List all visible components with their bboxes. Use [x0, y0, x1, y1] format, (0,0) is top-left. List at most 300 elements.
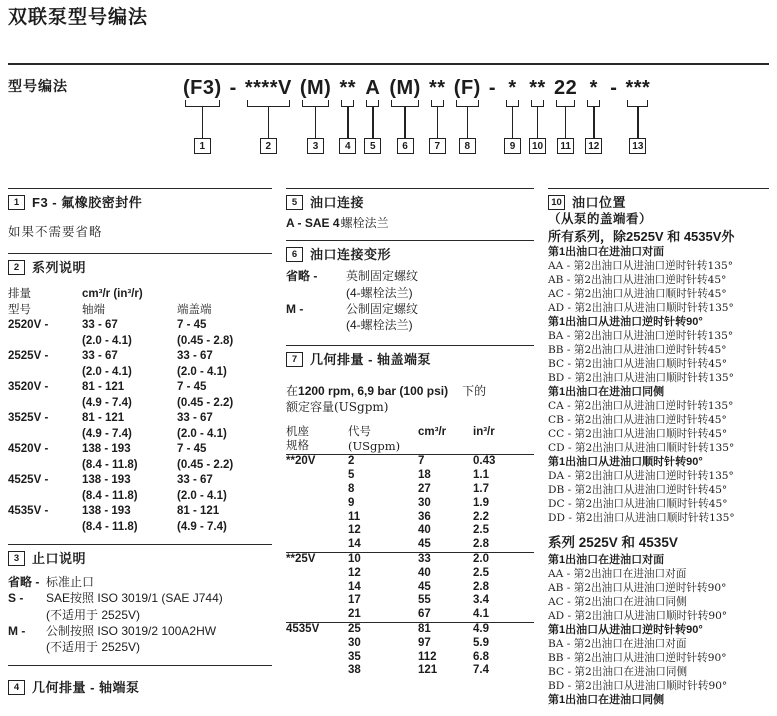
option-text: 公制固定螺纹	[346, 301, 419, 316]
shaft-end-cell: 138 - 193	[82, 505, 131, 517]
option-code: M -	[8, 623, 26, 638]
col-header: (USgpm)	[348, 439, 401, 454]
page-title: 双联泵型号编法	[8, 7, 149, 28]
spigot-options	[8, 574, 272, 665]
code-segment-number: 4	[339, 138, 356, 154]
code-segment	[183, 78, 222, 154]
option-row	[8, 590, 272, 606]
model-cell: 2520V -	[8, 319, 49, 331]
code-segment-number: 9	[504, 138, 521, 154]
model-code-row	[8, 74, 769, 172]
port-position-line: BD - 第2出油口从进油口顺时针转135°	[548, 372, 734, 384]
series-table-header-row	[8, 287, 272, 303]
table-row	[8, 442, 272, 458]
in3r-cell: 4.1	[473, 608, 489, 621]
code-cell: 25	[348, 623, 361, 636]
code-segment-stem	[637, 107, 639, 138]
cm3r-cell: 36	[418, 510, 431, 523]
cover-end-cell: (2.0 - 4.1)	[177, 427, 227, 440]
code-segment	[245, 78, 292, 154]
code-segment-stem	[565, 107, 567, 138]
shaft-end-cell: (4.9 - 7.4)	[82, 427, 132, 440]
code-segment	[625, 78, 650, 154]
column-middle	[286, 188, 534, 716]
code-segment-bracket	[366, 100, 379, 107]
shaft-end-cell: (8.4 - 11.8)	[82, 520, 138, 533]
code-segment-number: 7	[429, 138, 446, 154]
code-segment-bracket	[506, 100, 519, 107]
port-position-line: 第1出油口从进油口逆时针转90°	[548, 316, 703, 328]
table-row	[8, 411, 272, 427]
port-position-subtitle: （从泵的盖端看）	[548, 212, 653, 226]
code-segment	[554, 78, 577, 154]
option-text: 标准止口	[46, 575, 95, 589]
cover-end-cell: (0.45 - 2.8)	[177, 334, 234, 347]
code-segment-stem	[467, 107, 469, 138]
code-segment	[364, 78, 381, 154]
section-title: F3 - 氟橡胶密封件	[32, 195, 143, 210]
table-row	[8, 349, 272, 365]
code-segment-number: 8	[459, 138, 476, 154]
table-row	[8, 520, 272, 536]
cover-end-cell: (2.0 - 4.1)	[177, 489, 227, 502]
option-code: 省略 -	[286, 269, 318, 284]
port-position-line: AB - 第2出油口从进油口逆时针转90°	[548, 582, 727, 594]
code-segment-label: **	[339, 77, 357, 99]
code-segment-number: 12	[585, 138, 602, 154]
code-cell: 38	[348, 664, 361, 677]
table-row	[286, 581, 534, 595]
shaft-end-cell: (2.0 - 4.1)	[82, 365, 132, 378]
frame-cell	[286, 524, 348, 538]
port-position-line: DB - 第2出油口从进油口逆时针转45°	[548, 484, 728, 496]
port-position-line: CC - 第2出油口从进油口顺时针转45°	[548, 428, 728, 440]
option-row	[8, 574, 272, 590]
port-position-line: AA - 第2出油口在进油口对面	[548, 568, 687, 580]
code-cell: 2	[348, 455, 355, 468]
table-row	[286, 637, 534, 651]
code-segment	[389, 78, 420, 154]
code-segment-bracket	[341, 100, 354, 107]
section-title: 油口位置	[572, 195, 627, 210]
option-row	[286, 215, 534, 231]
shaft-end-cell: (8.4 - 11.8)	[82, 489, 138, 502]
table-row	[286, 469, 534, 483]
model-cell	[8, 334, 82, 350]
code-segment-bracket	[185, 100, 220, 107]
note-line2: 额定容量(USgpm)	[286, 400, 389, 415]
code-segment	[339, 78, 356, 154]
col-header: 型号	[8, 303, 31, 316]
section-heading	[8, 679, 272, 696]
code-cell: 14	[348, 538, 361, 551]
section-f3-seal	[8, 188, 272, 240]
frame-cell	[286, 497, 348, 511]
col-header: cm³/r (in³/r)	[82, 288, 143, 300]
model-code-section-label: 型号编法	[8, 78, 68, 94]
port-position-line: BD - 第2出油口从进油口顺时针转90°	[548, 680, 728, 692]
model-cell	[8, 520, 82, 536]
section-number-box: 5	[286, 195, 303, 210]
cover-end-cell: 81 - 121	[177, 505, 220, 517]
option-code	[286, 285, 346, 301]
in3r-cell: 6.8	[473, 650, 489, 663]
code-segment-number: 2	[260, 138, 277, 154]
cover-end-cell: (2.0 - 4.1)	[177, 365, 227, 378]
code-segment-label: (F3)	[183, 77, 222, 99]
shaft-end-cell: 81 - 121	[82, 412, 125, 424]
in3r-cell: 1.7	[473, 483, 489, 496]
option-row	[286, 285, 534, 301]
cm3r-cell: 27	[418, 483, 431, 496]
model-cell	[8, 489, 82, 505]
frame-cell	[286, 608, 348, 622]
table-row	[286, 594, 534, 608]
port-variant-options	[286, 268, 534, 345]
frame-cell	[286, 538, 348, 552]
in3r-cell: 2.5	[473, 566, 489, 579]
option-text: 英制固定螺纹	[346, 269, 419, 284]
frame-cell	[286, 511, 348, 525]
frame-cell	[286, 594, 348, 608]
option-row	[286, 268, 534, 284]
section-title: 系列说明	[32, 260, 87, 275]
port-position-block2-title: 系列 2525V 和 4535V	[548, 535, 678, 550]
code-segment-label: -	[488, 77, 497, 99]
option-text: (4-螺栓法兰)	[346, 318, 413, 333]
code-cell: 11	[348, 510, 361, 523]
port-position-line: 第1出油口在进油口同侧	[548, 694, 665, 706]
col-header: 机座	[286, 426, 309, 439]
cm3r-cell: 40	[418, 524, 431, 537]
cover-end-cell: 7 - 45	[177, 381, 207, 393]
cover-end-cell: (4.9 - 7.4)	[177, 520, 227, 533]
code-segment-bracket	[302, 100, 329, 107]
port-position-line: DC - 第2出油口从进油口顺时针转45°	[548, 498, 728, 510]
capacity-table-header-row	[286, 439, 534, 455]
section-spigot	[8, 544, 272, 665]
model-cell: 3525V -	[8, 412, 49, 424]
code-segment-stem	[202, 107, 204, 138]
table-row	[286, 524, 534, 538]
model-cell: 4535V -	[8, 505, 49, 517]
code-segment	[300, 78, 331, 154]
code-segment-bracket	[587, 100, 600, 107]
in3r-cell: 5.9	[473, 636, 489, 649]
code-segment-stem	[437, 107, 439, 138]
port-position-line: AB - 第2出油口从进油口逆时针转45°	[548, 274, 727, 286]
port-position-block1-title: 所有系列，除2525V 和 4535V外	[548, 229, 735, 244]
option-code: 省略 -	[8, 575, 40, 589]
section-heading	[286, 351, 534, 368]
code-segment-stem	[593, 107, 595, 138]
in3r-cell: 2.0	[473, 553, 489, 566]
table-row	[286, 567, 534, 581]
code-cell: 30	[348, 636, 361, 649]
table-row	[8, 334, 272, 350]
port-position-line: 第1出油口从进油口顺时针转90°	[548, 456, 703, 468]
model-cell	[8, 365, 82, 381]
code-segment-stem	[404, 107, 406, 138]
code-segment-number: 5	[364, 138, 381, 154]
section-number-box: 4	[8, 680, 25, 695]
section-title: 止口说明	[32, 551, 87, 566]
capacity-table	[286, 425, 534, 678]
code-cell: 10	[348, 553, 361, 566]
code-segment	[429, 78, 446, 154]
port-position-line: AA - 第2出油口从进油口逆时针转135°	[548, 260, 733, 272]
table-row	[286, 622, 534, 637]
option-row	[286, 301, 534, 317]
column-left	[8, 188, 272, 716]
option-text: (不适用于 2525V)	[46, 607, 141, 622]
table-row	[8, 318, 272, 334]
code-segment-stem	[512, 107, 514, 138]
frame-cell: **20V	[286, 455, 316, 468]
shaft-end-cell: (2.0 - 4.1)	[82, 334, 132, 347]
model-code-diagram	[183, 78, 650, 172]
code-segment	[489, 78, 496, 98]
section-heading	[8, 550, 272, 567]
in3r-cell: 4.9	[473, 623, 489, 636]
model-cell	[8, 427, 82, 443]
col-header: 排量	[8, 288, 31, 300]
option-row	[8, 639, 272, 655]
capacity-table-header-row	[286, 425, 534, 439]
port-position-line: 第1出油口在进油口同侧	[548, 386, 665, 398]
shaft-end-cell: (8.4 - 11.8)	[82, 458, 138, 471]
model-cell	[8, 396, 82, 412]
series-table-body	[8, 318, 272, 535]
frame-cell	[286, 651, 348, 665]
port-position-line: CA - 第2出油口从进油口逆时针转135°	[548, 400, 734, 412]
table-row	[286, 552, 534, 567]
section-heading	[8, 259, 272, 276]
code-segment-bracket	[556, 100, 575, 107]
col-header	[177, 287, 272, 303]
option-row	[8, 623, 272, 639]
option-text: SAE按照 ISO 3019/1 (SAE J744)	[46, 591, 223, 606]
code-segment-bracket	[456, 100, 479, 107]
in3r-cell: 0.43	[473, 455, 496, 468]
code-cell: 12	[348, 566, 361, 579]
port-position-line: CB - 第2出油口从进油口逆时针转45°	[548, 414, 727, 426]
code-cell: 12	[348, 524, 361, 537]
port-position-line: BC - 第2出油口从进油口顺时针转45°	[548, 358, 728, 370]
section-number-box: 2	[8, 260, 25, 275]
col-header: 代号	[348, 426, 371, 439]
cm3r-cell: 121	[418, 664, 438, 677]
code-segment-number: 6	[397, 138, 414, 154]
section-port-position	[548, 188, 769, 707]
port-position-line: BA - 第2出油口从进油口逆时针转135°	[548, 330, 734, 342]
code-segment-label: (F)	[453, 77, 481, 99]
section-title: 油口连接变形	[310, 247, 392, 263]
code-segment-stem	[372, 107, 374, 138]
model-cell: 2525V -	[8, 350, 49, 362]
section-heading	[286, 246, 534, 263]
port-position-line: AD - 第2出油口从进油口顺时针转90°	[548, 610, 728, 622]
col-header: 规格	[286, 440, 309, 453]
section-port-variant	[286, 240, 534, 345]
section-displacement-cover-end	[286, 345, 534, 678]
cm3r-cell: 81	[418, 623, 431, 636]
option-code	[286, 317, 346, 333]
col-header: cm³/r	[418, 426, 447, 439]
table-row	[286, 538, 534, 552]
section-displacement-shaft-end	[8, 665, 272, 716]
shaft-end-cell: (4.9 - 7.4)	[82, 396, 132, 409]
section-body-text: 如果不需要省略	[8, 224, 103, 239]
in3r-cell: 2.2	[473, 510, 489, 523]
code-segment-label: 22	[554, 77, 578, 99]
port-position-line: DA - 第2出油口从进油口逆时针转135°	[548, 470, 734, 482]
in3r-cell: 7.4	[473, 664, 489, 677]
col-header	[473, 439, 534, 453]
frame-cell: 4535V	[286, 623, 320, 636]
cover-end-cell: (0.45 - 2.2)	[177, 458, 234, 471]
note-rating: 1200 rpm, 6,9 bar (100 psi)	[298, 384, 449, 399]
option-text: 公制按照 ISO 3019/2 100A2HW	[46, 623, 217, 638]
section-series	[8, 253, 272, 544]
code-cell: 8	[348, 483, 355, 496]
series-table-header-row	[8, 303, 272, 319]
in3r-cell: 2.8	[473, 538, 489, 551]
shaft-end-cell: 138 - 193	[82, 474, 131, 486]
section-number-box: 7	[286, 352, 303, 367]
section-title: 油口连接	[310, 195, 365, 210]
model-cell: 3520V -	[8, 381, 49, 393]
code-segment-stem	[315, 107, 317, 138]
cm3r-cell: 7	[418, 455, 425, 468]
code-segment-bracket	[531, 100, 544, 107]
code-segment	[610, 78, 617, 98]
code-cell: 9	[348, 496, 355, 509]
port-position-line: 第1出油口在进油口对面	[548, 246, 665, 258]
section-heading	[8, 194, 272, 211]
port-position-line: BB - 第2出油口从进油口逆时针转90°	[548, 652, 727, 664]
table-row	[8, 489, 272, 505]
section-number-box: 10	[548, 195, 565, 210]
series-table	[8, 287, 272, 544]
code-segment-number: 10	[529, 138, 546, 154]
cm3r-cell: 112	[418, 650, 437, 663]
option-code: S -	[8, 591, 24, 606]
code-segment-label: (M)	[299, 77, 332, 99]
frame-cell	[286, 637, 348, 651]
section-title: 几何排量 - 轴盖端泵	[310, 352, 432, 368]
cover-end-cell: (0.45 - 2.2)	[177, 396, 234, 409]
shaft-end-cell: 81 - 121	[82, 381, 125, 393]
cm3r-cell: 18	[418, 469, 431, 482]
header-divider	[8, 63, 769, 65]
model-cell: 4525V -	[8, 474, 49, 486]
code-segment-label: (M)	[389, 77, 421, 99]
cover-end-cell: 7 - 45	[177, 443, 207, 455]
in3r-cell: 1.9	[473, 496, 489, 509]
code-segment-label: A	[365, 77, 381, 99]
code-segment-bracket	[391, 100, 418, 107]
code-cell: 14	[348, 580, 361, 593]
code-cell: 17	[348, 594, 361, 607]
code-segment-bracket	[247, 100, 290, 107]
code-cell: 35	[348, 650, 361, 663]
in3r-cell: 3.4	[473, 594, 489, 607]
table-row	[286, 483, 534, 497]
code-segment-stem	[537, 107, 539, 138]
cm3r-cell: 30	[418, 496, 431, 509]
code-segment-label: ****V	[244, 77, 292, 99]
table-row	[8, 458, 272, 474]
cm3r-cell: 45	[418, 580, 431, 593]
option-code: M -	[286, 301, 304, 316]
note-text: 在	[286, 384, 299, 399]
frame-cell	[286, 567, 348, 581]
port-position-line: AC - 第2出油口从进油口顺时针转45°	[548, 288, 727, 300]
col-header: in³/r	[473, 426, 495, 439]
code-segment-bracket	[627, 100, 648, 107]
code-segment-label: **	[429, 77, 446, 99]
cm3r-cell: 45	[418, 538, 431, 551]
code-segment	[529, 78, 546, 154]
table-row	[286, 608, 534, 622]
table-row	[8, 504, 272, 520]
col-header: 端盖端	[177, 303, 212, 316]
in3r-cell: 2.5	[473, 524, 489, 537]
port-position-block2	[548, 553, 769, 707]
section-port-connection	[286, 188, 534, 231]
cover-end-cell: 33 - 67	[177, 474, 213, 486]
code-segment-label: ***	[625, 77, 651, 99]
code-segment-stem	[268, 107, 270, 138]
cm3r-cell: 55	[418, 594, 431, 607]
code-segment-label: *	[508, 77, 517, 99]
section-number-box: 3	[8, 551, 25, 566]
capacity-table-body	[286, 455, 534, 678]
port-position-line: 第1出油口从进油口逆时针转90°	[548, 624, 703, 636]
cover-end-cell: 33 - 67	[177, 412, 213, 424]
code-segment-label: *	[589, 77, 598, 99]
code-cell: 21	[348, 608, 361, 621]
col-header	[418, 439, 473, 453]
frame-cell	[286, 483, 348, 497]
model-cell	[8, 458, 82, 474]
note-text: 下的	[462, 384, 487, 399]
in3r-cell: 1.1	[473, 469, 489, 482]
shaft-end-cell: 138 - 193	[82, 443, 131, 455]
shaft-end-cell: 33 - 67	[82, 350, 118, 362]
port-position-line: CD - 第2出油口从进油口顺时针转135°	[548, 442, 735, 454]
section-number-box: 6	[286, 247, 303, 262]
table-row	[286, 455, 534, 469]
code-cell: 5	[348, 469, 355, 482]
code-segment-bracket	[431, 100, 444, 107]
frame-cell	[286, 469, 348, 483]
option-code	[8, 639, 46, 655]
option-row	[286, 317, 534, 333]
table-row	[8, 380, 272, 396]
column-right	[548, 188, 769, 716]
model-cell: 4520V -	[8, 443, 49, 455]
code-segment-number: 1	[194, 138, 211, 154]
table-row	[8, 396, 272, 412]
code-segment-label: -	[610, 77, 618, 99]
option-text: (4-螺栓法兰)	[346, 285, 413, 300]
section-heading	[286, 194, 534, 211]
section-heading	[548, 194, 769, 211]
port-position-line: BB - 第2出油口从进油口逆时针转45°	[548, 344, 727, 356]
cover-end-cell: 7 - 45	[177, 319, 207, 331]
